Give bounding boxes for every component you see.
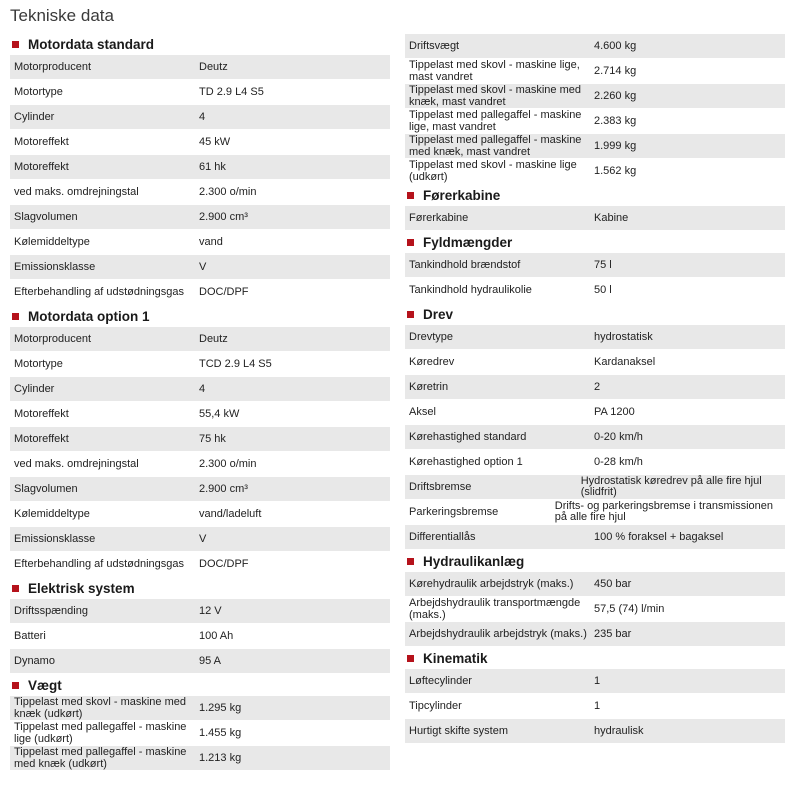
- spec-value: Deutz: [199, 60, 228, 73]
- spec-value: 75 l: [594, 258, 612, 271]
- spec-row: [405, 425, 785, 449]
- spec-value: hydrostatisk: [594, 330, 653, 343]
- spec-label: Motoreffekt: [14, 408, 69, 420]
- spec-label: Parkeringsbremse: [409, 506, 499, 518]
- section-bullet-icon: [407, 655, 414, 662]
- spec-value: Hydrostatisk køredrev på alle fire hjul (slidfrit): [580, 475, 762, 498]
- spec-row: [405, 525, 785, 549]
- spec-label: Køretrin: [409, 381, 449, 393]
- section-title: Elektrisk system: [28, 580, 135, 596]
- spec-row: [405, 375, 785, 399]
- spec-row: [10, 502, 390, 526]
- spec-value: 2.300 o/min: [199, 185, 257, 198]
- section-title: Førerkabine: [423, 187, 501, 203]
- spec-value: 100 % foraksel + bagaksel: [594, 530, 724, 543]
- spec-value: 61 hk: [199, 160, 226, 173]
- spec-value: 2.383 kg: [594, 114, 637, 127]
- spec-value: 2.900 cm³: [199, 210, 248, 223]
- spec-label: Motoreffekt: [14, 433, 69, 445]
- section-heading-motordata-standard: [10, 33, 390, 55]
- spec-value: 1.295 kg: [199, 701, 242, 714]
- spec-label: Cylinder: [14, 383, 55, 395]
- section-title: Hydraulikanlæg: [423, 553, 525, 569]
- spec-label: Tippelast med pallegaffel - maskine lige (udkørt): [14, 721, 187, 745]
- spec-value: 45 kW: [199, 135, 231, 148]
- section-bullet-icon: [407, 239, 414, 246]
- spec-label: Tippelast med skovl - maskine lige (udkørt): [409, 159, 577, 183]
- spec-row: [10, 255, 390, 279]
- spec-value: 1: [594, 674, 601, 687]
- spec-label: Slagvolumen: [14, 483, 78, 495]
- spec-value: 1.213 kg: [199, 751, 242, 764]
- spec-row: [405, 206, 785, 230]
- section-title: Vægt: [28, 677, 62, 693]
- spec-row: [10, 477, 390, 501]
- spec-label: Motortype: [14, 86, 63, 98]
- spec-label: Efterbehandling af udstødningsgas: [14, 286, 185, 298]
- spec-label: Drevtype: [409, 331, 454, 343]
- spec-label: Driftsvægt: [409, 40, 460, 52]
- spec-value: vand: [199, 235, 223, 248]
- spec-value: 0-28 km/h: [594, 455, 643, 468]
- spec-row: [10, 105, 390, 129]
- spec-row: [405, 109, 785, 133]
- spec-value: 12 V: [199, 604, 222, 617]
- spec-value: V: [199, 532, 207, 545]
- spec-value: vand/ladeluft: [199, 507, 262, 520]
- spec-value: 55,4 kW: [199, 407, 240, 420]
- spec-row: [405, 669, 785, 693]
- spec-label: Køredrev: [409, 356, 455, 368]
- spec-value: TD 2.9 L4 S5: [199, 85, 264, 98]
- section-heading-kinematik: [405, 647, 785, 669]
- spec-row: [10, 80, 390, 104]
- spec-label: Cylinder: [14, 111, 55, 123]
- spec-label: Dynamo: [14, 655, 55, 667]
- section-heading-motordata-option-1: [10, 305, 390, 327]
- section-heading-f-rerkabine: [405, 184, 785, 206]
- spec-row: [405, 34, 785, 58]
- spec-row: [405, 622, 785, 646]
- section-bullet-icon: [12, 41, 19, 48]
- spec-label: Motorproducent: [14, 333, 92, 345]
- spec-value: 50 l: [594, 283, 612, 296]
- spec-label: Kølemiddeltype: [14, 236, 90, 248]
- spec-value: Deutz: [199, 332, 228, 345]
- spec-label: Batteri: [14, 630, 46, 642]
- spec-row: [405, 84, 785, 108]
- section-bullet-icon: [12, 585, 19, 592]
- section-heading-fyldm-ngder: [405, 231, 785, 253]
- spec-value: Kabine: [594, 211, 629, 224]
- spec-value: 0-20 km/h: [594, 430, 643, 443]
- spec-row: [10, 377, 390, 401]
- spec-row: [405, 278, 785, 302]
- spec-row: [10, 327, 390, 351]
- spec-row: [10, 230, 390, 254]
- spec-row: [10, 205, 390, 229]
- spec-value: 100 Ah: [199, 629, 234, 642]
- spec-label: Motorproducent: [14, 61, 92, 73]
- spec-value: 2: [594, 380, 601, 393]
- spec-label: Tippelast med skovl - maskine med knæk, mast vandret: [409, 84, 581, 108]
- spec-value: 2.300 o/min: [199, 457, 257, 470]
- spec-value: PA 1200: [594, 405, 635, 418]
- section-heading-drev: [405, 303, 785, 325]
- spec-value: 2.900 cm³: [199, 482, 248, 495]
- spec-value: 235 bar: [594, 627, 632, 640]
- section-heading-hydraulikanl-g: [405, 550, 785, 572]
- section-bullet-icon: [12, 313, 19, 320]
- page-title: Tekniske data: [10, 6, 114, 25]
- spec-value: 95 A: [199, 654, 222, 667]
- section-bullet-icon: [12, 682, 19, 689]
- spec-row: [405, 450, 785, 474]
- spec-row: [405, 134, 785, 158]
- spec-row: [405, 500, 785, 524]
- spec-row: [10, 649, 390, 673]
- spec-label: Tankindhold hydraulikolie: [409, 284, 532, 296]
- spec-value: DOC/DPF: [199, 557, 249, 570]
- spec-row: [10, 721, 390, 745]
- section-bullet-icon: [407, 558, 414, 565]
- right-column: [405, 34, 785, 744]
- spec-row: [10, 599, 390, 623]
- spec-row: [10, 696, 390, 720]
- spec-label: Tipcylinder: [409, 700, 462, 712]
- spec-row: [405, 572, 785, 596]
- spec-value: 57,5 (74) l/min: [594, 602, 665, 615]
- spec-row: [10, 527, 390, 551]
- spec-row: [405, 253, 785, 277]
- section-title: Drev: [423, 306, 454, 322]
- spec-value: 75 hk: [199, 432, 226, 445]
- spec-label: ved maks. omdrejningstal: [14, 186, 139, 198]
- spec-value: 4.600 kg: [594, 39, 637, 52]
- spec-value: Drifts- og parkeringsbremse i transmissionen på alle fire hjul: [554, 500, 773, 523]
- left-column: [10, 32, 390, 771]
- spec-label: ved maks. omdrejningstal: [14, 458, 139, 470]
- spec-label: Kørehastighed option 1: [409, 456, 523, 468]
- spec-label: Tippelast med skovl - maskine lige, mast vandret: [409, 59, 580, 83]
- spec-label: Arbejdshydraulik transportmængde (maks.): [409, 597, 581, 621]
- spec-label: Aksel: [409, 406, 436, 418]
- spec-label: Driftsbremse: [409, 481, 472, 493]
- spec-row: [405, 719, 785, 743]
- section-title: Kinematik: [423, 650, 488, 666]
- spec-label: Motoreffekt: [14, 136, 69, 148]
- section-bullet-icon: [407, 311, 414, 318]
- section-heading-elektrisk-system: [10, 577, 390, 599]
- spec-value: 4: [199, 382, 206, 395]
- spec-label: Tippelast med pallegaffel - maskine med knæk (udkørt): [14, 746, 187, 770]
- spec-label: Tippelast med pallegaffel - maskine med knæk, mast vandret: [409, 134, 582, 158]
- spec-label: Tankindhold brændstof: [409, 259, 521, 271]
- spec-row: [10, 402, 390, 426]
- spec-label: Driftsspænding: [14, 605, 88, 617]
- spec-label: Efterbehandling af udstødningsgas: [14, 558, 185, 570]
- spec-value: V: [199, 260, 207, 273]
- spec-value: 2.260 kg: [594, 89, 637, 102]
- spec-label: Kørehastighed standard: [409, 431, 527, 443]
- spec-row: [10, 624, 390, 648]
- spec-value: 4: [199, 110, 206, 123]
- spec-row: [405, 475, 785, 499]
- spec-label: Førerkabine: [409, 212, 469, 224]
- section-title: Motordata standard: [28, 36, 155, 52]
- spec-value: 450 bar: [594, 577, 632, 590]
- section-title: Motordata option 1: [28, 308, 150, 324]
- spec-row: [10, 746, 390, 770]
- spec-label: Tippelast med pallegaffel - maskine lige, mast vandret: [409, 109, 582, 133]
- spec-value: 1.562 kg: [594, 164, 637, 177]
- spec-row: [10, 552, 390, 576]
- spec-row: [405, 350, 785, 374]
- spec-label: Kørehydraulik arbejdstryk (maks.): [409, 578, 574, 590]
- spec-row: [10, 427, 390, 451]
- spec-label: Motortype: [14, 358, 63, 370]
- spec-row: [10, 130, 390, 154]
- spec-value: 2.714 kg: [594, 64, 637, 77]
- spec-value: DOC/DPF: [199, 285, 249, 298]
- spec-value: 1.455 kg: [199, 726, 242, 739]
- spec-label: Emissionsklasse: [14, 533, 96, 545]
- spec-value: TCD 2.9 L4 S5: [199, 357, 272, 370]
- spec-row: [405, 325, 785, 349]
- spec-label: Emissionsklasse: [14, 261, 96, 273]
- spec-row: [10, 280, 390, 304]
- spec-label: Arbejdshydraulik arbejdstryk (maks.): [409, 628, 587, 640]
- spec-row: [405, 59, 785, 83]
- section-title: Fyldmængder: [423, 234, 513, 250]
- spec-value: hydraulisk: [594, 724, 644, 737]
- spec-row: [10, 452, 390, 476]
- spec-label: Løftecylinder: [409, 675, 472, 687]
- spec-label: Hurtigt skifte system: [409, 725, 509, 737]
- spec-row: [405, 159, 785, 183]
- spec-label: Motoreffekt: [14, 161, 69, 173]
- spec-row: [405, 694, 785, 718]
- spec-row: [405, 597, 785, 621]
- spec-value: Kardanaksel: [594, 355, 656, 368]
- spec-label: Kølemiddeltype: [14, 508, 90, 520]
- spec-row: [10, 180, 390, 204]
- spec-row: [10, 55, 390, 79]
- spec-label: Slagvolumen: [14, 211, 78, 223]
- spec-value: 1.999 kg: [594, 139, 637, 152]
- spec-label: Tippelast med skovl - maskine med knæk (udkørt): [14, 696, 186, 720]
- section-heading-v-gt: [10, 674, 390, 696]
- spec-row: [10, 352, 390, 376]
- spec-row: [405, 400, 785, 424]
- spec-label: Differentiallås: [409, 531, 476, 543]
- section-bullet-icon: [407, 192, 414, 199]
- spec-row: [10, 155, 390, 179]
- spec-value: 1: [594, 699, 601, 712]
